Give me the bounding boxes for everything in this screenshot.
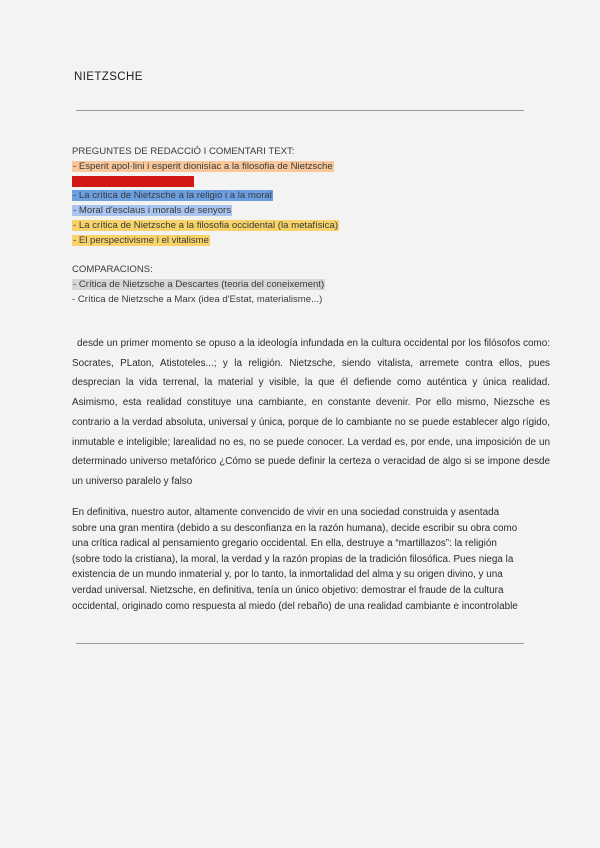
body-paragraph-2: En definitiva, nuestro autor, altamente convencido de vivir en una sociedad construida y asentada sobre una gran mentira (debido a su desconfianza en la razón humana), decide escribir su obra como una crítica radical al pensamiento gregario occidental. En ella, destruye a “martillazos”: la religión (sobre todo la cristiana), la moral, la verdad y la razón propias de la tradición filosófica. Pues niega la existencia de un mundo inmaterial y, por lo tanto, la inmortalidad del alma y su origen divino, y una verdad universal. Nietzsche, en definitiva, tenía un único objetivo: demostrar el fraude de la cultura occidental, originado como respuesta al miedo (del rebaño) de una realidad cambiante e incontrolable — [72, 507, 518, 612]
question-text: - Esperit apol·lini i esperit dionisíac a la filosofia de Nietzsche — [73, 160, 333, 172]
question-item — [72, 234, 339, 249]
question-text: - La crítica de Nietzsche a la religió i a la moral — [73, 190, 272, 202]
question-item — [72, 189, 339, 204]
question-text: - Moral d'esclaus i morals de senyors — [73, 205, 232, 217]
comparisons-heading: COMPARACIONS: — [72, 264, 153, 275]
questions-heading: PREGUNTES DE REDACCIÓ I COMENTARI TEXT: — [72, 146, 295, 157]
comparison-item — [72, 293, 325, 308]
question-item — [72, 160, 339, 175]
body-paragraph-1: desde un primer momento se opuso a la ideología infundada en la cultura occidental por los filósofos como: Socrates, PLaton, Atistoteles...; y la religión. Nietzsche, siendo vitalista, arremete contra ellos, pues desprecian la vida terrenal, la material y visible, la que él defiende como auténtica y única realidad. Asimismo, esta realidad constituye una cambiante, en constante devenir. Por ello mismo, Niezsche es contrario a la verdad absoluta, universal y única, porque de lo cambiante no se puede establecer algo rígido, inmutable e inteligible; larealidad no es, no se puede conocer. La verdad es, por ende, una imposición de un determinado universo metafórico ¿Cómo se puede definir la certeza o veracidad de algo si se impone desde un universo paralelo y falso — [72, 338, 550, 487]
question-text: - El nihilisme i el superhome — [73, 175, 193, 187]
question-item — [72, 204, 339, 219]
question-text: - El perspectivisme i el vitalisme — [73, 234, 209, 246]
top-divider — [76, 110, 524, 111]
bottom-divider — [76, 643, 524, 644]
comparisons-section — [72, 263, 325, 307]
question-item — [72, 219, 339, 234]
comparison-text: - Crítica de Nietzsche a Descartes (teoria del coneixement) — [73, 278, 325, 290]
comparison-item — [72, 278, 325, 293]
comparison-text: - Crítica de Nietzsche a Marx (idea d'Estat, materialisme...) — [72, 293, 323, 305]
document-title: NIETZSCHE — [74, 71, 143, 83]
question-text: - La crítica de Nietzsche a la filosofia occidental (la metafísica) — [73, 219, 339, 231]
question-item — [72, 175, 339, 190]
questions-section — [72, 145, 339, 249]
